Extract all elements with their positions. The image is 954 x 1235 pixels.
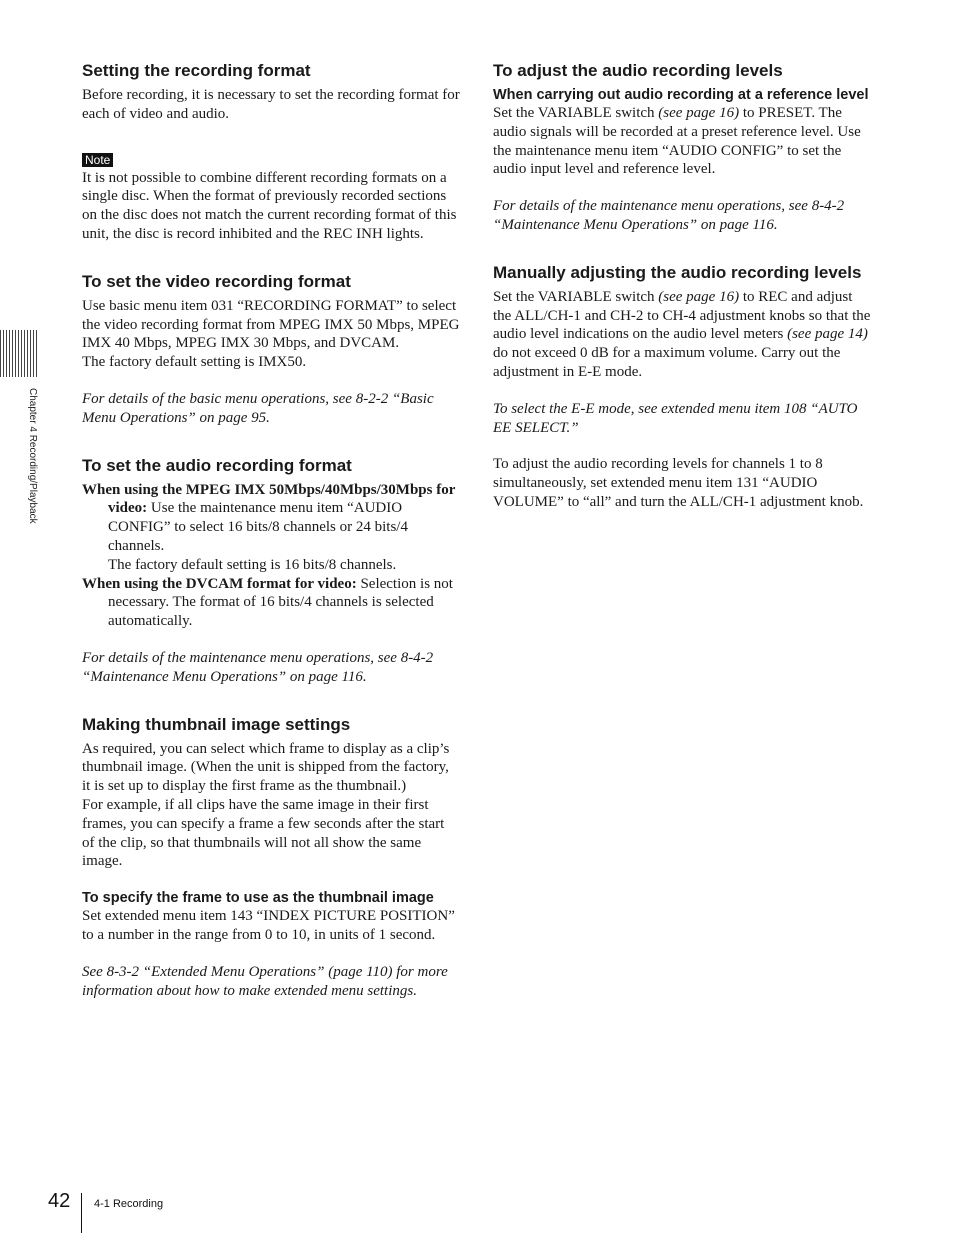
reference-ee-mode: To select the E-E mode, see extended menu item 108 “AUTO EE SELECT.” bbox=[493, 400, 858, 436]
page-reference: (see page 16) bbox=[658, 105, 740, 121]
chapter-tab-label: Chapter 4 Recording/Playback bbox=[27, 388, 38, 524]
text-segment: Set the VARIABLE switch bbox=[493, 105, 659, 121]
paragraph-thumbnail-frame: Set extended menu item 143 “INDEX PICTURE POSITION” to a number in the range from 0 to 10, in units of 1 second. bbox=[82, 908, 455, 943]
reference-extended-menu: See 8-3-2 “Extended Menu Operations” (page 110) for more information about how to make extended menu settings. bbox=[82, 963, 448, 999]
paragraph-video-default: The factory default setting is IMX50. bbox=[82, 354, 307, 371]
paragraph-recording-format-intro: Before recording, it is necessary to set the recording format for each of video and audio. bbox=[82, 87, 460, 122]
footer-section-title: 4-1 Recording bbox=[94, 1198, 164, 1210]
heading-thumbnail-settings: Making thumbnail image settings bbox=[82, 714, 351, 734]
heading-adjust-audio-levels: To adjust the audio recording levels bbox=[493, 61, 783, 80]
list-item-mpeg-imx-default: The factory default setting is 16 bits/8 channels. bbox=[108, 556, 397, 573]
text-segment: to PRESET. The audio signals will be recorded at a preset reference level. Use the maintenance menu item “AUDIO CONFIG” to set the audio input level and reference level. bbox=[493, 105, 861, 178]
right-column bbox=[493, 60, 871, 512]
paragraph-all-channels: To adjust the audio recording levels for channels 1 to 8 simultaneously, set extended menu item 131 “AUDIO VOLUME” to “all” and turn the ALL/CH-1 adjustment knob. bbox=[493, 456, 864, 510]
list-item-dvcam bbox=[82, 575, 460, 631]
page-reference: (see page 14) bbox=[787, 326, 868, 343]
left-column bbox=[82, 60, 460, 1000]
list-item-mpeg-imx-text: Use the maintenance menu item “AUDIO CONFIG” to select 16 bits/8 channels or 24 bits/4 channels. bbox=[108, 500, 408, 554]
page-number: 42 bbox=[48, 1190, 71, 1212]
reference-basic-menu: For details of the basic menu operations, see 8-2-2 “Basic Menu Operations” on page 95. bbox=[82, 390, 434, 426]
paragraph-thumbnail-intro: As required, you can select which frame to display as a clip’s thumbnail image. (When the unit is shipped from the factory, it is set up to display the first frame as the thumbnail.) bbox=[82, 740, 450, 795]
paragraph-thumbnail-example: For example, if all clips have the same image in their first frames, you can specify a frame a few seconds after the start of the clip, so that thumbnails will not all show the same image. bbox=[82, 796, 445, 870]
reference-maintenance-menu-right: For details of the maintenance menu operations, see 8-4-2 “Maintenance Menu Operations” on page 116. bbox=[493, 198, 845, 233]
list-item-mpeg-imx-lead: When using the MPEG IMX 50Mbps/40Mbps/30Mbps for video: bbox=[82, 481, 456, 517]
heading-setting-recording-format: Setting the recording format bbox=[82, 61, 311, 80]
paragraph-reference-level bbox=[493, 104, 871, 179]
reference-maintenance-menu: For details of the maintenance menu operations, see 8-4-2 “Maintenance Menu Operations” on page 116. bbox=[82, 649, 434, 685]
subheading-reference-level: When carrying out audio recording at a reference level bbox=[493, 87, 869, 103]
chapter-tab-stripes bbox=[0, 330, 38, 377]
note-text: It is not possible to combine different recording formats on a single disc. When the format of previously recorded sections on the disc does not match the current recording format of this unit, the disc is record inhibited and the REC INH lights. bbox=[82, 169, 457, 242]
note-block bbox=[82, 151, 460, 244]
heading-video-recording-format: To set the video recording format bbox=[82, 271, 351, 291]
text-segment: Set the VARIABLE switch bbox=[493, 288, 659, 305]
list-item-mpeg-imx bbox=[82, 481, 460, 556]
heading-audio-recording-format: To set the audio recording format bbox=[82, 455, 352, 475]
note-badge: Note bbox=[82, 153, 113, 167]
page-reference: (see page 16) bbox=[658, 288, 740, 305]
text-segment: to REC and adjust the ALL/CH-1 and CH-2 to CH-4 adjustment knobs so that the audio level indications on the audio level meters bbox=[493, 288, 871, 343]
list-item-dvcam-lead: When using the DVCAM format for video: bbox=[82, 575, 357, 592]
list-item-dvcam-text: Selection is not necessary. The format of 16 bits/4 channels is selected automatically. bbox=[108, 575, 453, 630]
text-segment: do not exceed 0 dB for a maximum volume. Carry out the adjustment in E-E mode. bbox=[493, 345, 841, 380]
paragraph-manual-levels bbox=[493, 288, 871, 382]
heading-manual-audio-levels: Manually adjusting the audio recording levels bbox=[493, 262, 862, 282]
subheading-thumbnail-frame: To specify the frame to use as the thumbnail image bbox=[82, 890, 434, 907]
footer-divider bbox=[81, 1193, 82, 1233]
paragraph-video-format: Use basic menu item 031 “RECORDING FORMAT” to select the video recording format from MPEG IMX 50 Mbps, MPEG IMX 40 Mbps, MPEG IMX 30 Mbps, and DVCAM. bbox=[82, 297, 460, 352]
